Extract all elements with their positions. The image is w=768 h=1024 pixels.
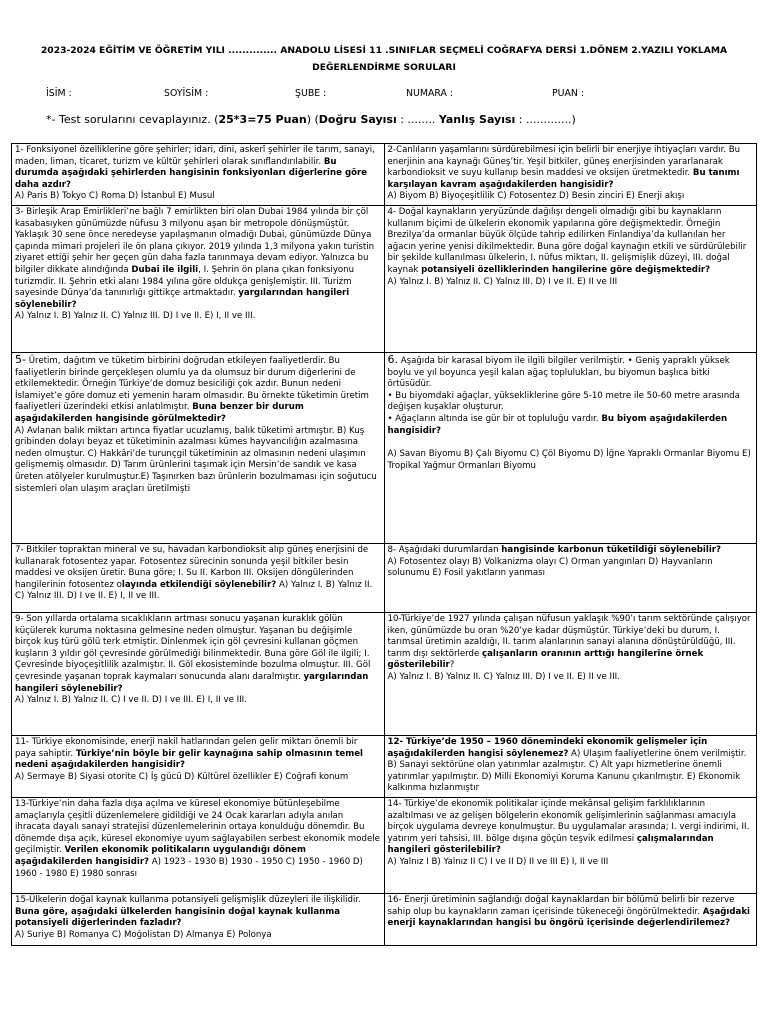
q7-options: A) Yalnız I. B) Yalnız II. C) Yalnız III. D) I ve II. E) I, II ve III. <box>15 579 373 602</box>
q14-prompt: çalışmalarından hangileri gösterilebilir? <box>387 833 714 856</box>
q4-text: 4- Doğal kaynakların yeryüzünde dağılışı dengeli olmadığı gibi bu kaynakların kullanım biçimi de ülkelerin ekonomik yapılarına göre değişmektedir. Örneğin Brezilya’da ormanlar büyük ölçüde tahrip edilirken Finlandiya’da kullanılan her ağacın yerine yenisi dikilmektedir. Buna göre doğal kaynağın etkili ve sürdürülebilir bir şekilde kullanılması ülkelerin, I. nüfus miktarı, II. gelişmişlik düzeyi, III. doğal kaynak <box>387 207 747 275</box>
q5-number: 5- <box>15 353 26 366</box>
number-field: NUMARA : <box>406 88 454 99</box>
question-13 <box>12 798 385 894</box>
q12-prompt: 12- Türkiye’de 1950 – 1960 dönemindeki ekonomik gelişmeler için aşağıdakilerden hangisi söylenemez? <box>387 737 708 759</box>
q9-text: 9- Son yıllarda ortalama sıcaklıkların artması sonucu yaşanan kuraklık gölün küçülerek kuruma noktasına gelmesine neden olmuştur. Yaşanan bu değişimle birçok kuş türü gölü terk etmiştir. Dinlenmek için göl çevresini kullanan göçmen kuşların 3 yıldır göl çevresinde görülmediği bilinmektedir. Buna göre Göl ile ilgili; I. Çevresinde biyoçeşitlilik azalmıştır. II. Göl ekosisteminde bozulma olmuştur. III. Göl çevresinde yaşanan toprak kaymaları sonucunda alanı daralmıştır. <box>15 614 371 682</box>
student-info-row <box>46 88 746 102</box>
question-14 <box>384 798 757 894</box>
question-11 <box>12 736 385 798</box>
q9-prompt: yargılarından hangileri söylenebilir? <box>15 671 369 694</box>
question-4 <box>384 206 757 353</box>
q15-text: 15-Ülkelerin doğal kaynak kullanma potansiyeli gelişmişlik düzeyleri ile ilişkilidir. <box>15 895 361 905</box>
q6-bullet-2: • Bu biyomdaki ağaçlar, yüksekliklerine göre 5-10 metre ile 50-60 metre arasında değişen kuşaklar oluşturur. <box>387 390 740 413</box>
question-row <box>12 353 757 544</box>
question-row <box>12 613 757 736</box>
correct-count-blank: : ........ <box>396 113 439 126</box>
q3-options: A) Yalnız I. B) Yalnız II. C) Yalnız III. D) I ve II. E) I, II ve III. <box>15 311 256 322</box>
q8-prompt: hangisinde karbonun tüketildiği söylenebilir? <box>501 545 721 555</box>
q1-prompt: Bu durumda aşağıdaki şehirlerden hangisinin fonksiyonları diğerlerine göre daha azdır? <box>15 156 368 190</box>
q10-options: A) Yalnız I. B) Yalnız II. C) Yalnız III. D) I ve II. E) II ve III. <box>387 671 620 682</box>
correct-count-label: Doğru Sayısı <box>318 113 397 126</box>
question-10 <box>384 613 757 736</box>
q13-text: 13-Türkiye’nin daha fazla dışa açılma ve küresel ekonomiye bütünleşebilme amaçlarıyla çeşitli düzenlemelere gidildiği ve 24 Ocak kararları adıyla anılan ihracata dayalı sanayi stratejisi düzenlemelerinin ortaya konulduğu dönemdir. Bu dönemde dışa açık, küresel ekonomiye uyum sağlayabilen serbest ekonomik modele geçilmiştir. <box>15 799 380 856</box>
q5-prompt: Buna benzer bir durum aşağıdakilerden hangisinde görülmektedir? <box>15 402 304 424</box>
q15-prompt: Buna göre, aşağıdaki ülkelerden hangisinin doğal kaynak kullanma potansiyeli diğerlerinden fazladır? <box>15 906 341 929</box>
q1-options: A) Paris B) Tokyo C) Roma D) İstanbul E) Musul <box>15 191 215 202</box>
wrong-count-label: Yanlış Sayısı <box>438 113 516 126</box>
q8-text: 8- Aşağıdaki durumlardan <box>387 545 502 555</box>
q5-text: Üretim, dağıtım ve tüketim birbirini doğrudan etkileyen faaliyetlerdir. Bu faaliyetlerin birinde gerçekleşen olumlu ya da olumsuz bir durum diğerlerini de etkilemektedir. Örneğin Türkiye’de domuz besiciliği çok azdır. Bunun nedeni İslamiyet’e göre domuz eti yemenin haram olmasıdır. Bu örnekte tüketimin üretim faaliyetleri üzerindeki etkisi anlatılmıştır. <box>15 356 369 413</box>
question-9 <box>12 613 385 736</box>
q6-text: Aşağıda bir karasal biyom ile ilgili bilgiler verilmiştir. • Geniş yapraklı yüksek boylu ve yıl boyunca yeşil kalan ağaç toplulukları, bu biyomun başlıca bitki örtüsüdür. <box>387 356 730 390</box>
q6-bullet-3: • Ağaçların altında ise gür bir ot topluluğu vardır. <box>387 413 602 424</box>
instruction-mid: ) ( <box>306 113 319 126</box>
question-5 <box>12 353 385 544</box>
q3-statements: , I. Şehrin ön plana çıkan fonksiyonu turizmdir. II. Şehrin etki alanı 1984 yılına göre oldukça genişlemiştir. III. Turizm sayesinde Dünya’da tanınırlığı gittikçe artmaktadır. <box>15 264 355 299</box>
score-field: PUAN : <box>552 88 585 99</box>
q11-prompt: Türkiye’nin böyle bir gelir kaynağına sahip olmasının temel nedeni aşağıdakilerden hangisidir? <box>15 748 363 771</box>
question-row <box>12 736 757 798</box>
q4-options: A) Yalnız I. B) Yalnız II. C) Yalnız III. D) I ve II. E) II ve III <box>387 276 618 287</box>
question-15 <box>12 894 385 946</box>
q2-options: A) Biyom B) Biyoçeşitlilik C) Fotosentez D) Besin zinciri E) Enerji akışı <box>387 191 685 202</box>
q16-text: 16- Enerji üretiminin sağlandığı doğal kaynaklardan bir bölümü belirli bir rezerve sahip olup bu kaynakların zaman içerisinde tükeneceği öngörülmektedir. <box>387 895 735 917</box>
q6-prompt: Bu biyom aşağıdakilerden hangisidir? <box>387 413 728 436</box>
q2-text: 2-Canlıların yaşamlarını sürdürebilmesi için belirli bir enerjiye ihtiyaçları vardır. Bu enerjinin ana kaynağı Güneş’tir. Yeşil bitkiler, güneş enerjisinden yararlanarak karbondioksit ve suyu kullanıp besin maddesi ve oksijen üretmektedir. <box>387 145 741 179</box>
q14-options: A) Yalnız I B) Yalnız II C) I ve II D) II ve III E) I, II ve III <box>387 856 609 867</box>
q10-text: 10-Türkiye’de 1927 yılında çalışan nüfusun yaklaşık %90’ı tarım sektöründe çalışıyor iken, günümüzde bu oran %20’ye kadar düşmüştür. Türkiye’deki bu durum, I. tarımsal üretimin azaldığı, II. tarım alanlarının sanayi alanına dönüştürüldüğü, III. tarım dışı sektörlerde <box>387 614 751 659</box>
question-8 <box>384 544 757 613</box>
section-field: ŞUBE : <box>295 88 327 99</box>
question-row <box>12 144 757 206</box>
question-6 <box>384 353 757 544</box>
q3-prompt: yargılarından hangileri söylenebilir? <box>15 288 350 310</box>
question-1 <box>12 144 385 206</box>
name-field: İSİM : <box>46 88 72 99</box>
q10-tail: ? <box>449 660 455 671</box>
q13-options: A) 1923 - 1930 B) 1930 - 1950 C) 1950 - 1960 D) 1960 - 1980 E) 1980 sonrası <box>15 856 363 879</box>
q2-prompt: Bu tanımı karşılayan kavram aşağıdakilerden hangisidir? <box>387 168 740 190</box>
questions-table <box>11 143 757 946</box>
question-row <box>12 894 757 946</box>
question-2 <box>384 144 757 206</box>
title-line-2: DEĞERLENDİRME SORULARI <box>312 62 456 73</box>
q8-options: A) Fotosentez olayı B) Volkanizma olayı C) Orman yangınları D) Hayvanların solunumu E) Fosil yakıtların yanması <box>387 556 713 579</box>
q6-number: 6. <box>387 353 398 366</box>
exam-title <box>20 42 748 76</box>
q5-options: A) Avlanan balık miktarı artınca fiyatlar ucuzlamış, balık tüketimi artmıştır. B) Kuş gribinden dolayı beyaz et tüketiminin azalması kümes hayvancılığın azalmasına neden olmuştur. C) Hakkâri’de turunçgil tüketiminin az olmasının nedeni ulaşımın gelişmemiş olmasıdır. D) Tarım ürünlerini taşımak için Mersin’de sandık ve kasa üreten atölyeler kurulmuştur.E) Taşınırken bazı ürünlerin bozulmaması için soğutucu sistemleri olan ulaşım araçları üretilmişti <box>15 425 377 494</box>
question-row <box>12 544 757 613</box>
q11-options: A) Sermaye B) Siyasi otorite C) İş gücü D) Kültürel özellikler E) Coğrafi konum <box>15 771 349 782</box>
q13-prompt: Verilen ekonomik politikaların uygulandığı dönem aşağıdakilerden hangisidir? <box>15 845 306 867</box>
question-row <box>12 798 757 894</box>
q3-text: 3- Birleşik Arap Emirlikleri’ne bağlı 7 emirlikten biri olan Dubai 1984 yılında bir çöl kasabasıyken günümüzde nüfusu 3 milyonu aşan bir metropole dönüşmüştür. Yaklaşık 30 sene önce neredeyse yapılaşmanın olmadığı Dubai, günümüzde Dünya çapında mimari projeleri ile ön plana çıkıyor. 2019 yılında 1,3 milyona yakın turistin ziyaret ettiği şehir her geçen gün daha fazla tanınmaya devam ediyor. Yalnızca bu bilgiler dikkate alındığında <box>15 207 375 275</box>
q12-options: A) Ulaşım faaliyetlerine önem verilmiştir. B) Sanayi sektörüne olan yatırımlar azalmıştır. C) Alt yapı hizmetlerine önemli yatırımlar yapılmıştır. D) Milli Ekonomiyi Koruma Kanunu çıkarılmıştır. E) Ekonomik kalkınma hızlanmıştır <box>387 748 747 794</box>
q10-prompt: çalışanların oranının arttığı hangilerine örnek gösterilebilir <box>387 648 704 671</box>
instruction-points: 25*3=75 Puan <box>218 113 307 126</box>
q9-options: A) Yalnız I. B) Yalnız II. C) I ve II. D) I ve III. E) I, II ve III. <box>15 695 247 706</box>
instruction-prefix: *- Test sorularını cevaplayınız. ( <box>46 113 219 126</box>
instructions <box>46 113 576 126</box>
q15-options: A) Suriye B) Romanya C) Moğolistan D) Almanya E) Polonya <box>15 929 272 940</box>
q14-text: 14- Türkiye’de ekonomik politikalar içinde mekânsal gelişim farklılıklarının azaltılması ve az gelişen bölgelerin ekonomik gelişimlerinin sağlanması amacıyla birçok uygulama devreye konulmuştur. Bu uygulamalar arasında; I. vergi indirimi, II. yatırım yeri tahsisi, III. bölge dışına göçün teşvik edilmesi <box>387 799 750 844</box>
surname-field: SOYİSİM : <box>164 88 209 99</box>
question-3 <box>12 206 385 353</box>
q7-prompt: layında etkilendiği söylenebilir? <box>121 579 277 590</box>
q16-prompt: Aşağıdaki enerji kaynaklarından hangisi bu öngörü içerisinde değerlendirilemez? <box>387 906 750 929</box>
title-line-1: 2023-2024 EĞİTİM VE ÖĞRETİM YILI .............. ANADOLU LİSESİ 11 .SINIFLAR SEÇMELİ COĞRAFYA DERSİ 1.DÖNEM 2.YAZILI YOKLAMA <box>40 45 728 56</box>
q1-text: 1- Fonksiyonel özelliklerine göre şehirler; idari, dini, askerî şehirler ile tarım, sanayi, maden, liman, ticaret, turizm ve kültür şehirleri olarak sınıflandırılabilir. <box>15 145 375 167</box>
wrong-count-blank: : .............) <box>515 113 576 126</box>
question-16 <box>384 894 757 946</box>
q7-text: 7- Bitkiler topraktan mineral ve su, havadan karbondioksit alıp güneş enerjisini de kullanarak fotosentez yapar. Fotosentez sürecinin sonunda yeşil bitkiler besin maddesi ve oksijen üretir. Buna göre; I. Su II. Karbon III. Oksijen döngülerinden hangilerinin fotosentez o <box>15 545 369 590</box>
q11-text: 11- Türkiye ekonomisinde, enerji nakil hatlarından gelen gelir miktarı önemli bir paya sahiptir. <box>15 737 358 759</box>
question-7 <box>12 544 385 613</box>
question-row <box>12 206 757 353</box>
q6-options: A) Savan Biyomu B) Çalı Biyomu C) Çöl Biyomu D) İğne Yapraklı Ormanlar Biyomu E) Tropikal Yağmur Ormanları Biyomu <box>387 449 751 471</box>
question-12 <box>384 736 757 798</box>
q4-prompt: potansiyeli özelliklerinden hangilerine göre değişmektedir? <box>421 264 711 275</box>
q3-emphasis: Dubai ile ilgili <box>131 264 199 275</box>
